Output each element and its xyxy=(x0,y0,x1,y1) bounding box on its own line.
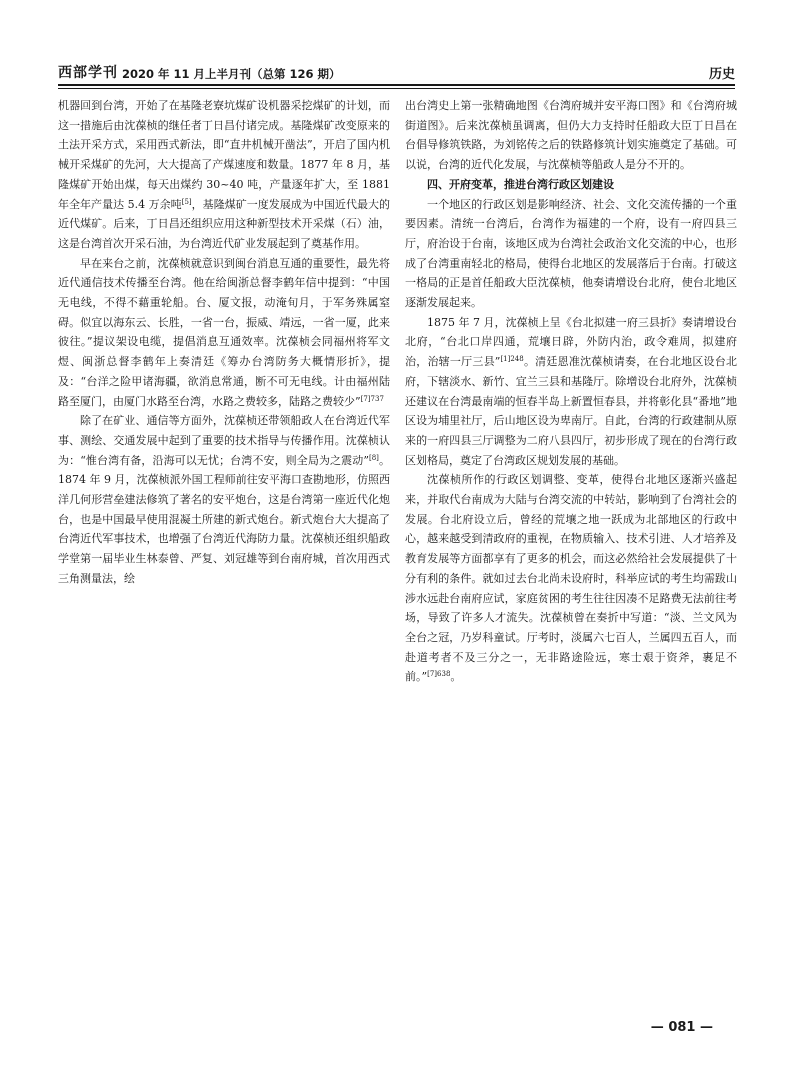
paragraph-text: 1875 年 7 月，沈葆桢上呈《台北拟建一府三县折》奏请增设台北府，“台北口岸四通，荒壤日辟，外防内治，政令难周，拟建府治，治辖一厅三县” xyxy=(405,315,737,369)
right-column xyxy=(405,96,737,687)
header-rule-thick xyxy=(58,84,735,86)
paragraph-text: 沈葆桢所作的行政区划调整、变革，使得台北地区逐渐兴盛起来，并取代台南成为大陆与台湾交流的中转站，影响到了台湾社会的发展。台北府设立后，曾经的荒壤之地一跃成为北部地区的行政中心，越来越受到清政府的重视，在物质输入、技术引进、人才培养及教育发展等方面都享有了更多的机会，而这必然给社会发展提供了十分有利的条件。就如过去台北尚未设府时，科举应试的考生均需跋山涉水远赴台南府应试，家庭贫困的考生往往因凑不足路费无法前往考场，导致了许多人才流失。沈葆桢曾在奏折中写道：“淡、兰文风为全台之冠，乃岁科童试。厅考时，淡属六七百人，兰属四五百人，而赴道考者不及三分之一，无非路途险远，寒士艰于资斧，裹足不前。” xyxy=(405,473,737,684)
paragraph xyxy=(58,411,390,588)
left-column xyxy=(58,96,390,589)
header-left xyxy=(58,62,341,82)
citation-ref: [7]638 xyxy=(427,670,451,679)
paragraph-text: 早在来台之前，沈葆桢就意识到闽台消息互通的重要性，最先将近代通信技术传播至台湾。他在给闽浙总督李鹤年信中提到：“中国无电线，不得不藉重轮船。台、厦文报，动淹旬月，于军务殊属窒碍。似宜以海东云、长胜，一省一台，振威、靖远，一省一厦，此来彼往。”提议架设电缆，提倡消息互通效率。沈葆桢会同福州将军文煜、闽浙总督李鹤年上奏清廷《筹办台湾防务大概情形折》，提及：“台洋之险甲诸海疆，欲消息常通，断不可无电线。计由福州陆路至厦门，由厦门水路至台湾，水路之费较多，陆路之费较少” xyxy=(58,256,390,408)
paragraph xyxy=(58,254,390,412)
paragraph-text: 除了在矿业、通信等方面外，沈葆桢还带领船政人在台湾近代军事、测绘、交通发展中起到了重要的技术指导与传播作用。沈葆桢认为：“惟台湾有备，沿海可以无忧；台湾不安，则全局为之震动” xyxy=(58,414,390,467)
paragraph xyxy=(405,313,737,471)
journal-name: 西部学刊 xyxy=(58,65,118,81)
paragraph xyxy=(405,96,737,175)
paragraph-text-tail: 。1874 年 9 月，沈葆桢派外国工程师前往安平海口查勘地形，仿照西洋几何形营垒建法修筑了著名的安平炮台，这是台湾第一座近代化炮台，也是中国最早使用混凝土所建的新式炮台。新式炮台大大提高了台湾近代军事技术，也增强了台湾近代海防力量。沈葆桢还组织船政学堂第一届毕业生林泰曾、严复、刘冠雄等到台南府城，首次用西式三角测量法，绘 xyxy=(58,453,391,585)
section-heading: 四、开府变革，推进台湾行政区划建设 xyxy=(427,177,614,191)
paragraph-text-tail: ，基隆煤矿一度发展成为中国近代最大的近代煤矿。后来，丁日昌还组织应用这种新型技术开采煤（石）油，这是台湾首次开采石油，为台湾近代矿业发展起到了奠基作用。 xyxy=(58,197,390,250)
running-header xyxy=(58,62,735,82)
citation-ref: [5] xyxy=(181,197,192,206)
paragraph-text-tail: 。 xyxy=(450,670,462,684)
paragraph xyxy=(58,96,390,254)
section-label: 历史 xyxy=(708,67,735,82)
paragraph-text-tail: 。清廷恩准沈葆桢请奏，在台北地区设台北府，下辖淡水、新竹、宜兰三县和基隆厅。除增设台北府外，沈葆桢还建议在台湾最南端的恒春半岛上新置恒春县，并将彰化县“番地”地区设为埔里社厅，后山地区设为卑南厅。自此，台湾的行政建制从原来的一府四县三厅调整为二府八县四厅，初步形成了现在的台湾行政区划格局，奠定了台湾政区规划发展的基础。 xyxy=(405,355,738,467)
header-rule-thin xyxy=(58,88,735,89)
page-number: — 081 — xyxy=(650,1020,713,1035)
paragraph-text: 出台湾史上第一张精确地图《台湾府城并安平海口图》和《台湾府城街道图》。后来沈葆桢虽调离，但仍大力支持时任船政大臣丁日昌在台倡导修筑铁路，为刘铭传之后的铁路修筑计划实施奠定了基础。可以说，台湾的近代化发展，与沈葆桢等船政人是分不开的。 xyxy=(405,99,737,172)
paragraph-text: 机器回到台湾，开始了在基隆老寮坑煤矿设机器采挖煤矿的计划，而这一措施后由沈葆桢的继任者丁日昌付诸完成。基隆煤矿改变原来的土法开采方式，采用西式新法，即“直井机械开凿法”，开启了国内机械开采煤矿的先河，大大提高了产煤速度和数量。1877 年 8 月，基隆煤矿开始出煤，每天出煤约 30~40 吨，产量逐年扩大，至 1881 年全年产量达 5.4 万余吨 xyxy=(58,99,390,211)
issue-info: 2020 年 11 月上半月刊（总第 126 期） xyxy=(122,67,341,81)
citation-ref: [7]737 xyxy=(360,394,384,403)
paragraph xyxy=(405,470,737,687)
paragraph-text: 一个地区的行政区划是影响经济、社会、文化交流传播的一个重要因素。清统一台湾后，台湾作为福建的一个府，设有一府四县三厅，府治设于台南，该地区成为台湾社会政治文化交流的中心，也形成了台湾重南轻北的格局，使得台北地区的发展落后于台南。打破这一格局的正是首任船政大臣沈葆桢，他奏请增设台北府，使台北地区逐渐发展起来。 xyxy=(405,197,737,310)
paragraph xyxy=(405,195,737,313)
citation-ref: [8] xyxy=(368,453,379,462)
citation-ref: [1]248 xyxy=(500,355,524,364)
